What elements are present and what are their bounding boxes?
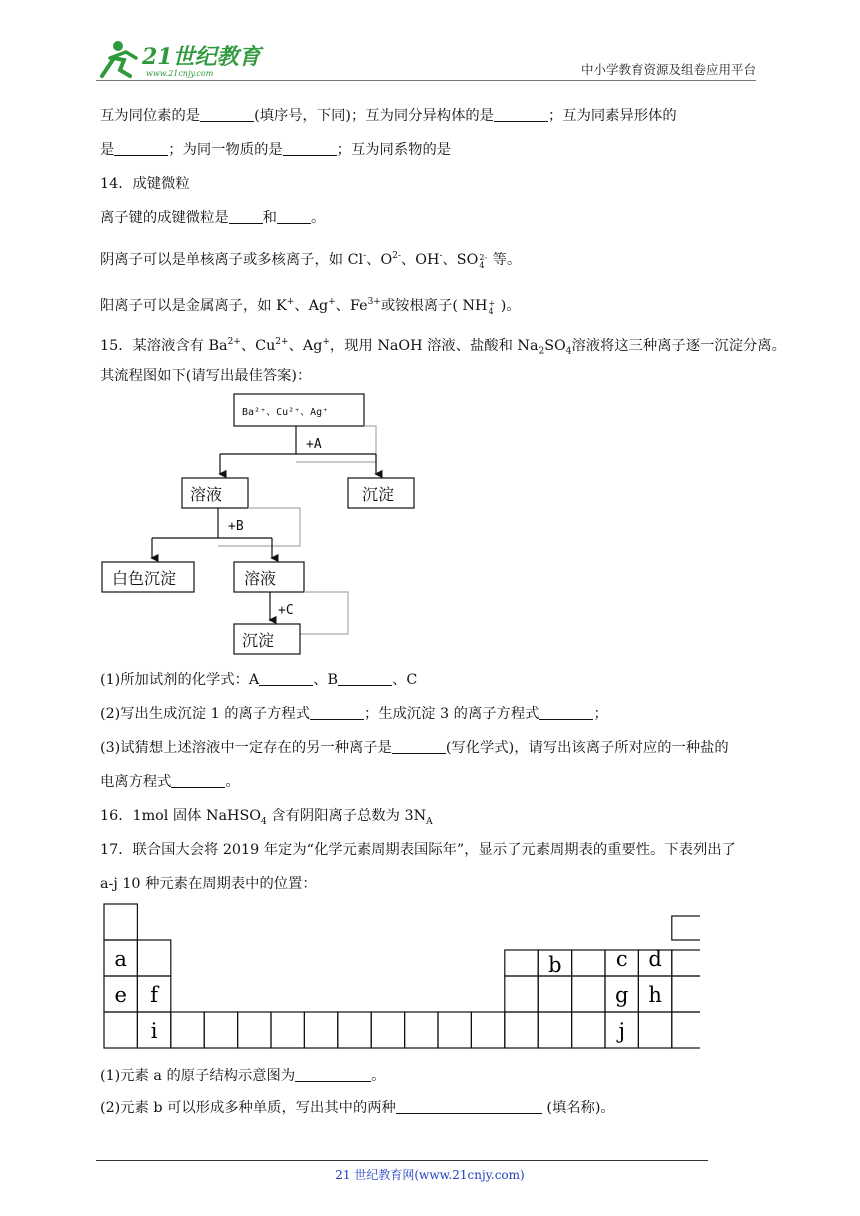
question-line: (1)元素 a 的原子结构示意图为 。: [100, 1068, 386, 1084]
periodic-cell: [238, 1012, 271, 1048]
periodic-cell: [471, 1012, 504, 1048]
footer-text: 21 世纪教育网(www.21cnjy.com): [335, 1168, 525, 1182]
element-label-j: j: [618, 1019, 625, 1043]
question-17: 17．联合国大会将 2019 年定为“化学元素周期表国际年”，显示了元素周期表的重要性。下表列出了: [100, 842, 736, 858]
answer-blank[interactable]: [392, 739, 446, 754]
flow-step-a: +A: [306, 437, 322, 452]
question-line: (2)元素 b 可以形成多种单质，写出其中的两种 (填名称)。: [100, 1100, 615, 1116]
flow-white-precipitate: 白色沉淀: [112, 569, 177, 588]
element-label-d: d: [648, 947, 662, 971]
question-line: 其流程图如下(请写出最佳答案)：: [100, 368, 312, 384]
flow-solution-2: 溶液: [244, 569, 277, 588]
flow-step-b: +B: [228, 519, 244, 534]
periodic-cell: [638, 1012, 671, 1048]
periodic-cell: [271, 1012, 304, 1048]
element-label-h: h: [648, 983, 662, 1007]
site-logo: [96, 36, 266, 80]
periodic-table: [100, 902, 700, 1052]
periodic-cell: [438, 1012, 471, 1048]
logo-text: 21世纪教育: [142, 44, 261, 70]
header-divider: [96, 80, 756, 81]
flow-precipitate-3: 沉淀: [242, 631, 275, 650]
question-line: (1)所加试剂的化学式：A 、B 、C: [100, 672, 418, 688]
question-line: 离子键的成键微粒是 和 。: [100, 210, 326, 226]
answer-blank[interactable]: [539, 705, 593, 720]
question-line: 阴离子可以是单核离子或多核离子，如 Cl-、$O^{2-}$、OH-、SO 2- 4 等。: [100, 251, 522, 270]
periodic-cell: [538, 976, 571, 1012]
answer-blank[interactable]: [229, 209, 263, 224]
periodic-cell: [572, 976, 605, 1012]
element-label-c: c: [615, 947, 628, 971]
periodic-cell: [672, 1012, 700, 1048]
periodic-cell: [572, 950, 605, 976]
answer-blank[interactable]: [338, 671, 392, 686]
periodic-cell: [672, 976, 700, 1012]
flowchart: [100, 392, 420, 662]
flow-step-c: +C: [278, 603, 294, 618]
element-label-f: f: [150, 983, 158, 1007]
answer-blank[interactable]: [259, 671, 313, 686]
question-14-title: 14．成键微粒: [100, 176, 190, 192]
element-label-g: g: [614, 983, 629, 1007]
question-line: (2)写出生成沉淀 1 的离子方程式 ；生成沉淀 3 的离子方程式 ；: [100, 706, 608, 722]
periodic-cell: [137, 940, 170, 976]
question-16: 16．1mol 固体 NaHSO$_4$ 含有阴阳离子总数为 $3N_A$: [100, 808, 433, 827]
periodic-cell: [505, 950, 538, 976]
question-line: (3)试猜想上述溶液中一定存在的另一种离子是 (写化学式)，请写出该离子所对应的一种盐的: [100, 740, 729, 756]
answer-blank[interactable]: [277, 209, 311, 224]
element-label-e: e: [114, 983, 127, 1007]
periodic-cell: [338, 1012, 371, 1048]
logo-url: www.21cnjy.com: [146, 69, 214, 78]
flow-precipitate-1: 沉淀: [362, 485, 395, 504]
flow-solution-1: 溶液: [190, 485, 223, 504]
element-label-b: b: [548, 953, 562, 977]
periodic-cell: [371, 1012, 404, 1048]
periodic-cell: [171, 1012, 204, 1048]
answer-blank[interactable]: [396, 1099, 542, 1114]
periodic-cell: [405, 1012, 438, 1048]
footer-divider: [96, 1160, 708, 1161]
periodic-cell: [304, 1012, 337, 1048]
platform-name: 中小学教育资源及组卷应用平台: [580, 62, 756, 77]
answer-blank[interactable]: [114, 141, 168, 156]
element-label-a: a: [114, 947, 127, 971]
question-line: a-j 10 种元素在周期表中的位置：: [100, 876, 317, 892]
periodic-cell: [672, 916, 700, 940]
question-15: 15．某溶液含有 $Ba^{2+}$、$Cu^{2+}$、Ag+，现用 NaOH 溶液、盐酸和 $Na_2SO_4$溶液将这三种离子逐一沉淀分离。: [100, 337, 786, 357]
question-line: 互为同位素的是 (填序号，下同)；互为同分异构体的是 ；互为同素异形体的: [100, 108, 677, 124]
question-line: 阳离子可以是金属离子，如 K+、Ag+、$Fe^{3+}$或铵根离子( NH + 4 )。: [100, 297, 521, 316]
periodic-cell: [572, 1012, 605, 1048]
periodic-cell: [538, 1012, 571, 1048]
answer-blank[interactable]: [494, 107, 548, 122]
answer-blank[interactable]: [295, 1067, 371, 1082]
periodic-cell: [104, 904, 137, 940]
element-label-i: i: [150, 1019, 158, 1043]
periodic-cell: [204, 1012, 237, 1048]
question-line: 是 ；为同一物质的是 ；互为同系物的是: [100, 142, 452, 158]
question-line: 电离方程式 。: [100, 774, 240, 790]
periodic-cell: [505, 976, 538, 1012]
periodic-cell: [104, 1012, 137, 1048]
answer-blank[interactable]: [310, 705, 364, 720]
answer-blank[interactable]: [200, 107, 254, 122]
answer-blank[interactable]: [283, 141, 337, 156]
flow-top-label: Ba²⁺、Cu²⁺、Ag⁺: [242, 407, 329, 418]
periodic-cell: [505, 1012, 538, 1048]
answer-blank[interactable]: [171, 773, 225, 788]
periodic-cell: [672, 950, 700, 976]
